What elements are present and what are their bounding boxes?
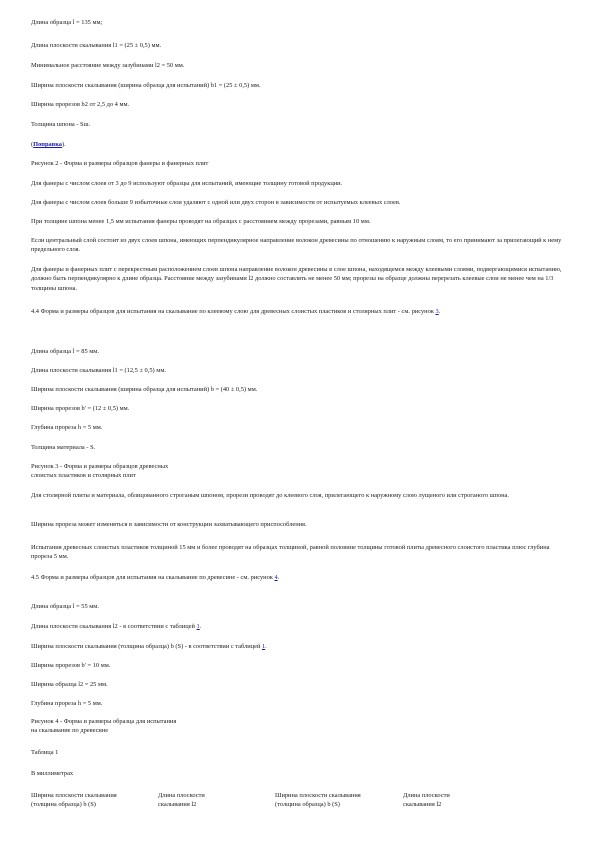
amendment-close-paren: ). (61, 141, 66, 148)
table-header-cell (158, 791, 205, 810)
figure-3-caption-line2: слоистых пластиков и столярных плит (31, 472, 136, 480)
shear-plane-length-table-text: Длина плоскости скалывания l2 - в соответствии с таблицей (31, 623, 197, 630)
table-header-line1: Ширина плоскости скалывания (275, 792, 361, 799)
table-header-cell (31, 791, 117, 810)
thick-laminate-text: Испытания древесных слоистых пластиков толщиной 15 мм и более проводят на образцах толщиной, равной половине толщины готовой плиты древесного слоистого пластика плюс глубина прореза 5 мм. (31, 544, 550, 561)
cross-layer-text: Для фанеры и фанерных плит с перекрестным расположением слоев шпона направление волокон древесины в слое шпона, находящемся между клеевыми слоями, подвергающимися испытанию, должно быть перпендикулярно к длине образца. Расстояние между зазубинами l2 должно составлять не менее 50 мм; прорезы на образце должны перерезать клеевые слои не менее чем на 1/3 толщины шпона. (31, 266, 562, 292)
table-header-cell (403, 791, 450, 810)
plywood-3-9-layers-text: Для фанеры с числом слоев от 3 до 9 используют образцы для испытаний, имеющие толщину готовой продукции. (31, 180, 343, 187)
figure-2-caption: Рисунок 2 - Форма и размеры образцов фанеры и фанерных плит (31, 160, 209, 167)
shear-plane-width-table-end: . (265, 643, 267, 650)
thin-veneer-text: При толщине шпона менее 1,5 мм испытания фанеры проводят на образцах с расстоянием между прорезами, равным 10 мм. (31, 218, 371, 225)
table-header-line2: скалывания l2 (403, 801, 442, 809)
slot-width-10: Ширина прорезов b' = 10 мм. (31, 662, 111, 669)
specimen-width-25: Ширина образца l2 = 25 мм. (31, 681, 108, 688)
table-1-title: Таблица 1 (31, 749, 59, 756)
specimen-length-55: Длина образца l = 55 мм. (31, 603, 99, 610)
slot-width-12: Ширина прорезов b' = (12 ± 0,5) мм. (31, 405, 130, 412)
amendment-link[interactable]: Поправка (33, 141, 62, 148)
section-4-5-end: . (277, 574, 280, 581)
section-4-4 (31, 307, 571, 316)
figure-3-caption-line1: Рисунок 3 - Форма и размеры образцов древесных (31, 463, 169, 470)
section-4-4-end: . (438, 308, 441, 315)
table-header-line2: (толщина образца) b (S) (275, 801, 340, 809)
veneer-thickness: Толщина шпона - Sш. (31, 121, 91, 128)
shear-plane-length-table-ref (31, 622, 571, 631)
shear-plane-length: Длина плоскости скалывания l1 = (25 ± 0,5) мм. (31, 42, 162, 49)
shear-plane-width-table-ref (31, 642, 571, 651)
table-header-line1: Ширина плоскости скалывания (31, 792, 117, 799)
slot-width-variation-text: Ширина прореза может изменяться в зависимости от конструкции захватывающего приспособления. (31, 521, 307, 528)
shear-plane-width: Ширина плоскости скалывания (ширина образца для испытаний) b1 = (25 ± 0,5) мм. (31, 82, 261, 89)
veneered-board-text: Для столярной плиты и материала, облицованного строганым шпоном, прорези проводят до клеевого слоя, прилегающего к наружному слою лущеного или строганого шпона. (31, 492, 509, 499)
figure-3-caption (31, 462, 571, 481)
table-1-link[interactable]: 1 (196, 623, 200, 630)
central-layer-text: Если центральный слой состоит из двух слоев шпона, имеющих перпендикулярное направление волокон древесины по отношению к наружным слоям, то его принимают за прилегающий к нему предельного слоя. (31, 237, 562, 254)
table-header-line1: Длина плоскости (158, 792, 205, 799)
table-header-cell (275, 791, 361, 810)
shear-plane-width-40: Ширина плоскости скалывания (ширина образца для испытаний) b = (40 ± 0,5) мм. (31, 386, 258, 393)
table-header-line2: (толщина образца) b (S) (31, 801, 96, 809)
plywood-over-9-layers-text: Для фанеры с числом слоев больше 9 избыточные слои удаляют с одной или двух сторон в зависимости от испытуемых клеевых слоев. (31, 199, 401, 206)
table-header-line2: скалывания l2 (158, 801, 197, 809)
material-thickness: Толщина материала - S. (31, 444, 96, 451)
figure-3-link[interactable]: 3 (435, 308, 439, 315)
amendment-open-paren: ( (31, 141, 34, 148)
figure-4-caption-line2: на скалывание по древесине (31, 727, 109, 735)
shear-plane-length-12-5: Длина плоскости скалывания l1 = (12,5 ± 0,5) мм. (31, 367, 166, 374)
section-4-5-text: 4.5 Форма и размеры образцов для испытания на скалывание по древесине - см. рисунок (31, 574, 275, 581)
slot-width: Ширина прорезов b2 от 2,5 до 4 мм. (31, 101, 130, 108)
table-units: В миллиметрах (31, 770, 74, 777)
figure-4-caption-line1: Рисунок 4 - Форма и размеры образца для испытания (31, 718, 177, 725)
shear-plane-width-table-text: Ширина плоскости скалывания (толщина образца) b (S) - в соответствии с таблицей (31, 643, 262, 650)
section-4-4-text: 4.4 Форма и размеры образцов для испытания на скалывание по клеевому слою для древесных слоистых пластиков и столярных плит - см. рисунок (31, 308, 436, 315)
figure-4-caption (31, 717, 571, 736)
table-header-line1: Длина плоскости (403, 792, 450, 799)
section-4-5 (31, 573, 571, 582)
amendment-line (31, 140, 571, 149)
slot-depth-5-b: Глубина прореза h = 5 мм. (31, 700, 103, 707)
table-1-link-2[interactable]: 1 (261, 643, 266, 650)
specimen-length-85: Длина образца l = 85 мм. (31, 348, 99, 355)
specimen-length: Длина образца l = 135 мм; (31, 19, 103, 26)
notch-min-distance: Минимальное расстояние между зазубинами l2 = 50 мм. (31, 62, 185, 69)
figure-4-link[interactable]: 4 (274, 574, 278, 581)
slot-depth-5: Глубина прореза h = 5 мм. (31, 424, 103, 431)
shear-plane-length-table-end: . (199, 623, 202, 630)
